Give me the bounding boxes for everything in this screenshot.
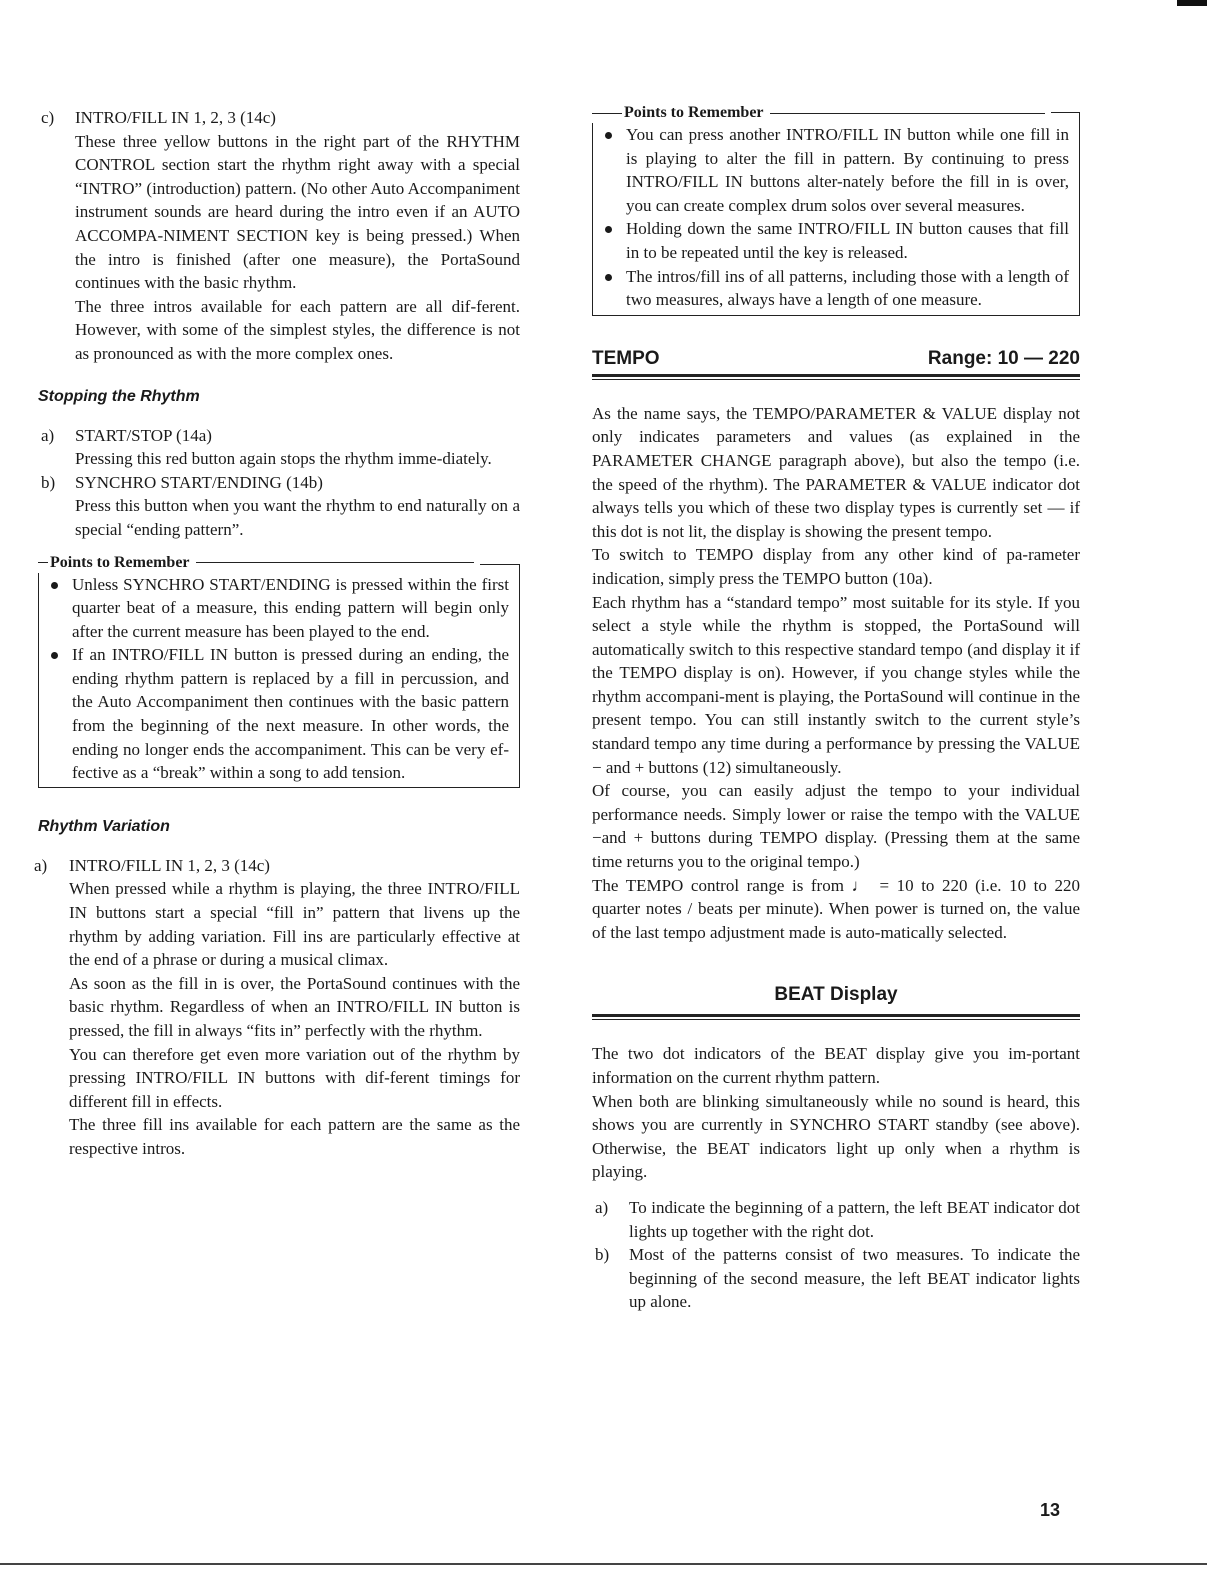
paragraph: To switch to TEMPO display from any other kind of pa-rameter indication, simply press the TEMPO button (10a). bbox=[592, 545, 1080, 588]
corner-mark bbox=[1177, 0, 1207, 6]
paragraph: These three yellow buttons in the right part of the RHYTHM CONTROL section start the rhythm right away with a special “INTRO” (introduction) pattern. (No other Auto Accompaniment instrument sounds are heard during the intro even if an AUTO ACCOMPA-NIMENT SECTION key is being pressed.) When the intro is finished (after one measure), the PortaSound continues with the basic rhythm. bbox=[75, 131, 520, 293]
item-label: a) bbox=[34, 855, 48, 875]
paragraph: When both are blinking simultaneously while no sound is heard, this shows you are currently in SYNCHRO START standby (see above). Otherwise, the BEAT indicators light up only when a rhythm is playing. bbox=[592, 1091, 1080, 1182]
paragraph: Pressing this red button again stops the rhythm imme-diately. bbox=[75, 449, 492, 469]
paragraph: When pressed while a rhythm is playing, the three INTRO/FILL IN buttons start a special “fill in” pattern that livens up the rhythm by adding variation. Fill ins are particularly effective at the end of a phrase or during a musical climax. bbox=[69, 879, 520, 970]
divider bbox=[592, 374, 1080, 380]
section-heading-stopping: Stopping the Rhythm bbox=[38, 387, 200, 405]
bullet-icon bbox=[51, 582, 58, 589]
item-label: b) bbox=[41, 472, 56, 492]
tempo-header bbox=[592, 348, 1080, 374]
rhythm-variation-item bbox=[34, 854, 520, 1161]
item-label: c) bbox=[41, 108, 55, 127]
paragraph: You can therefore get even more variation out of the rhythm by pressing INTRO/FILL IN buttons with dif-ferent timings for different fill in effects. bbox=[69, 1044, 520, 1111]
points-title: Points to Remember bbox=[38, 553, 480, 573]
paragraph: Press this button when you want the rhythm to end naturally on a special “ending pattern”. bbox=[75, 496, 520, 539]
item-heading: INTRO/FILL IN 1, 2, 3 (14c) bbox=[75, 108, 276, 127]
paragraph: As soon as the fill in is over, the PortaSound continues with the basic rhythm. Regardless of when an INTRO/FILL IN button is pressed, the fill in always “fits in” perfectly with the rhythm. bbox=[69, 973, 520, 1040]
list-item: If an INTRO/FILL IN button is pressed during an ending, the ending rhythm pattern is replaced by a fill in percussion, and the Auto Accompaniment then continues with the basic pattern from the beginning of the next measure. In other words, the ending no longer ends the accompaniment. This can be very ef-fective as a “break” within a song to add tension. bbox=[39, 643, 509, 785]
left-column bbox=[34, 106, 520, 1161]
paragraph: The three fill ins available for each pattern are the same as the respective intros. bbox=[69, 1115, 520, 1158]
start-stop-item bbox=[38, 424, 520, 471]
points-list bbox=[593, 123, 1069, 312]
item-heading: INTRO/FILL IN 1, 2, 3 (14c) bbox=[69, 855, 270, 875]
bullet-icon bbox=[605, 132, 612, 139]
synchro-ending-item bbox=[38, 471, 520, 542]
page-number: 13 bbox=[1040, 1500, 1061, 1520]
tempo-range: Range: 10 — 220 bbox=[927, 347, 1080, 369]
beat-item-a bbox=[592, 1196, 1080, 1243]
paragraph: The TEMPO control range is from ♩ = 10 to 220 (i.e. 10 to 220 quarter notes / beats per minute). When power is turned on, the value of the last tempo adjustment made is auto-matically selected. bbox=[592, 875, 1080, 942]
beat-title: BEAT Display bbox=[774, 984, 898, 1006]
paragraph: Most of the patterns consist of two measures. To indicate the beginning of the second measure, the left BEAT indicator lights up alone. bbox=[629, 1245, 1080, 1312]
paragraph: Each rhythm has a “standard tempo” most suitable for its style. If you select a style while the rhythm is stopped, the PortaSound will automatically switch to this respective standard tempo (and display it if the TEMPO display is on). However, if you change styles while the rhythm accompani-ment is playing, the PortaSound will continue in the present tempo. You can still instantly switch to the current style’s standard tempo any time during a performance by pressing the VALUE − and + buttons (12) simultaneously. bbox=[592, 592, 1080, 777]
paragraph: The three intros available for each pattern are all dif-ferent. However, with some of the simplest styles, the difference is not as pronounced as with the more complex ones. bbox=[75, 296, 520, 363]
paragraph: Of course, you can easily adjust the tempo to your individual performance needs. Simply lower or raise the tempo with the VALUE −and + buttons during TEMPO display. (Pressing them at the same time returns you to the original tempo.) bbox=[592, 781, 1080, 872]
beat-item-b bbox=[592, 1243, 1080, 1314]
paragraph: To indicate the beginning of a pattern, the left BEAT indicator dot lights up together with the right dot. bbox=[629, 1197, 1080, 1241]
bottom-rule bbox=[0, 1563, 1207, 1565]
points-list bbox=[39, 573, 509, 785]
list-item: Holding down the same INTRO/FILL IN button causes that fill in to be repeated until the key is released. bbox=[593, 217, 1069, 264]
bullet-icon bbox=[605, 226, 612, 233]
item-label: a) bbox=[595, 1197, 609, 1217]
right-column bbox=[592, 104, 1080, 1314]
tempo-body bbox=[592, 402, 1080, 945]
bullet-icon bbox=[605, 274, 612, 281]
item-heading: SYNCHRO START/ENDING (14b) bbox=[75, 472, 323, 492]
item-label: a) bbox=[41, 425, 55, 445]
list-item: Unless SYNCHRO START/ENDING is pressed within the first quarter beat of a measure, this ending pattern will begin only after the current measure has been played to the end. bbox=[39, 573, 509, 644]
tempo-title: TEMPO bbox=[592, 347, 660, 369]
beat-body bbox=[592, 1042, 1080, 1184]
list-item: You can press another INTRO/FILL IN button while one fill in is playing to alter the fill in pattern. By continuing to press INTRO/FILL IN buttons alter-nately before the fill in is over, you can create complex drum solos over several measures. bbox=[593, 123, 1069, 217]
section-heading-variation: Rhythm Variation bbox=[38, 817, 170, 835]
item-heading: START/STOP (14a) bbox=[75, 425, 212, 445]
paragraph: As the name says, the TEMPO/PARAMETER & VALUE display not only indicates parameters and values (as explained in the PARAMETER CHANGE paragraph above), but also the tempo (i.e. the speed of the rhythm). The PARAMETER & VALUE indicator dot always tells you which of these two display types is currently set — if this dot is not lit, the display is showing the present tempo. bbox=[592, 403, 1080, 541]
paragraph: The two dot indicators of the BEAT display give you im-portant information on the current rhythm pattern. bbox=[592, 1044, 1080, 1087]
item-label: b) bbox=[595, 1245, 610, 1265]
bullet-icon bbox=[51, 652, 58, 659]
divider bbox=[592, 1014, 1080, 1020]
points-title: Points to Remember bbox=[592, 103, 1051, 123]
points-to-remember-box bbox=[38, 553, 520, 788]
list-item: The intros/fill ins of all patterns, including those with a length of two measures, always have a length of one measure. bbox=[593, 265, 1069, 312]
intro-fill-item bbox=[38, 106, 520, 366]
points-to-remember-box bbox=[592, 104, 1080, 316]
